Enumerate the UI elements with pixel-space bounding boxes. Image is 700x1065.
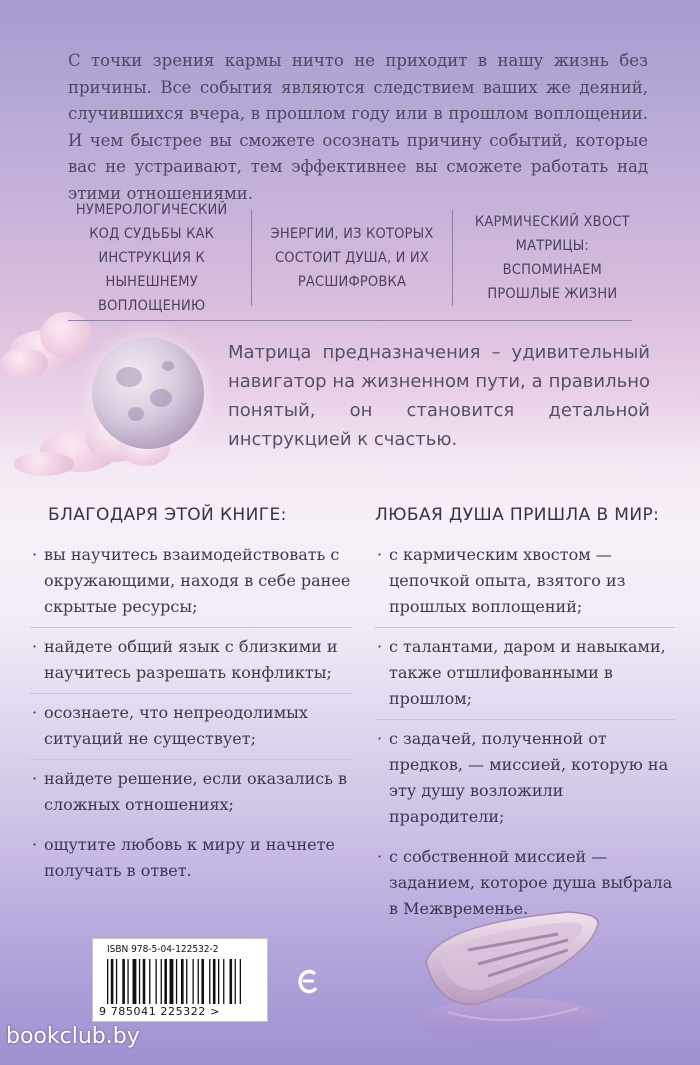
list-item: · найдете общий язык с близкими и научитесь разрешать конфликты; [30, 628, 352, 694]
barcode-bar [181, 959, 184, 1004]
list-item: · найдете решение, если оказались в сложных отношениях; [30, 760, 352, 826]
barcode-bar [156, 959, 157, 1004]
barcode-bar [133, 959, 137, 1004]
barcode-bar [186, 959, 187, 1004]
barcode-bar [111, 959, 114, 1004]
barcode-bar [176, 959, 177, 1004]
section-divider [68, 320, 632, 321]
barcode-bar [223, 959, 224, 1004]
moon-icon [92, 337, 204, 449]
list-item: · с задачей, полученной от предков, — миссией, которую на эту душу возложили прародители; [375, 720, 675, 838]
barcode-bar [116, 959, 117, 1004]
barcode [92, 938, 268, 1022]
benefits-heading: БЛАГОДАРЯ ЭТОЙ КНИГЕ: [48, 505, 287, 525]
watermark: bookclub.by [6, 1024, 140, 1049]
list-item: · с собственной миссией — заданием, которое душа выбрала в Межвременье. [375, 838, 675, 929]
quote-text: Матрица предназначения – удивительный навигатор на жизненном пути, а правильно понятый, он становится детальной инструкцией к счастью. [228, 342, 650, 450]
boat-icon [418, 904, 608, 1049]
barcode-bar [193, 959, 194, 1004]
barcode-bar [139, 959, 140, 1004]
barcode-bar [218, 959, 219, 1004]
feature-energies: ЭНЕРГИИ, ИЗ КОТОРЫХ СОСТОИТ ДУША, И ИХ РАСШИФРОВКА [251, 210, 451, 306]
soul-heading: ЛЮБАЯ ДУША ПРИШЛА В МИР: [375, 505, 660, 525]
list-item: · осознаете, что непреодолимых ситуаций не существует; [30, 694, 352, 760]
barcode-bar [213, 959, 216, 1004]
list-item: · ощутите любовь к миру и начнете получать в ответ. [30, 826, 352, 891]
feature-list [52, 202, 652, 314]
feature-numerology: НУМЕРОЛОГИЧЕСКИЙ КОД СУДЬБЫ КАК ИНСТРУКЦИЯ К НЫНЕШНЕМУ ВОПЛОЩЕНИЮ [75, 202, 228, 314]
feature-karmic-tail: КАРМИЧЕСКИЙ ХВОСТ МАТРИЦЫ: ВСПОМИНАЕМ ПРОШЛЫЕ ЖИЗНИ [452, 210, 652, 306]
cloud-icon [14, 452, 74, 476]
barcode-bar [198, 959, 199, 1004]
intro-paragraph: С точки зрения кармы ничто не приходит в нашу жизнь без причины. Все события являются следствием ваших же деяний, случившихся вчера, в прошлом году или в прошлом воплощении. И чем быстрее вы сможете осознать причину событий, которые вас не устраивают, тем эффективнее вы сможете работать над этими отношениями. [68, 51, 648, 203]
barcode-bar [122, 959, 125, 1004]
barcode-bars [107, 959, 259, 1004]
barcode-digits: 9 785041 225322 > [99, 1005, 220, 1018]
list-item: · вы научитесь взаимодействовать с окружающими, находя в себе ранее скрытые ресурсы; [30, 536, 352, 628]
barcode-bar [240, 959, 241, 1004]
barcode-bar [209, 959, 210, 1004]
barcode-bar [143, 959, 146, 1004]
barcode-bar [107, 959, 108, 1004]
barcode-bar [201, 959, 204, 1004]
barcode-bar [149, 959, 150, 1004]
barcode-bar [164, 959, 167, 1004]
cloud-icon [0, 348, 48, 378]
cloud-icon [40, 312, 92, 358]
barcode-bar [170, 959, 174, 1004]
barcode-bar [235, 959, 236, 1004]
barcode-bar [161, 959, 162, 1004]
soul-column [375, 503, 675, 929]
publisher-logo-icon [297, 966, 321, 996]
barcode-bar [127, 959, 128, 1004]
list-item: · с талантами, даром и навыками, также отшлифованными в прошлом; [375, 628, 675, 720]
list-item: · с кармическим хвостом — цепочкой опыта, взятого из прошлых воплощений; [375, 536, 675, 628]
isbn-label: ISBN 978-5-04-122532-2 [107, 944, 219, 955]
benefits-column [30, 503, 352, 891]
barcode-bar [230, 959, 233, 1004]
